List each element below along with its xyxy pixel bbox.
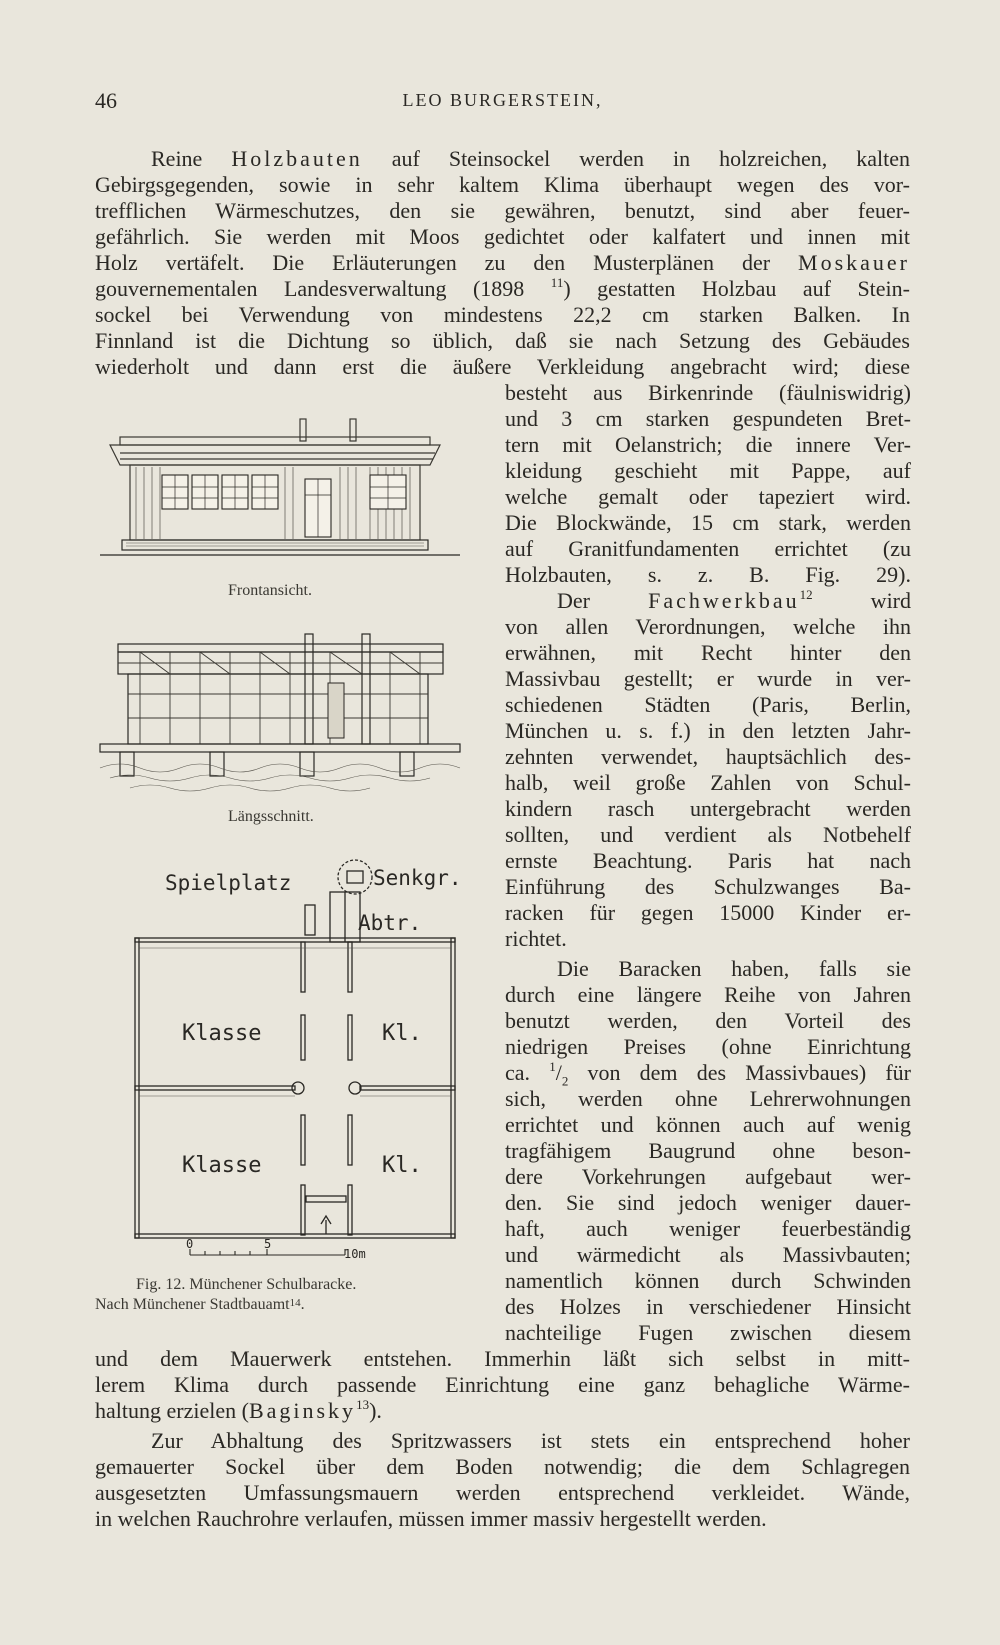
column-line: und wärmedicht als Massivbauten; [505, 1242, 911, 1267]
column-line: errichtet und können auch auf wenig [505, 1112, 911, 1137]
column-line: besteht aus Birkenrinde (fäulniswidrig) [505, 380, 911, 405]
column-line: niedrigen Preises (ohne Einrichtung [505, 1034, 911, 1059]
front-elevation-caption: Frontansicht. [228, 582, 312, 599]
text-line: ausgesetzten Umfassungsmauern werden entsprechend verkleidet. Wände, [95, 1480, 910, 1505]
column-line: Holzbauten, s. z. B. Fig. 29). [505, 562, 911, 587]
column-line: welche gemalt oder tapeziert wird. [505, 484, 911, 509]
text-line: Reine Holzbauten auf Steinsockel werden in holzreichen, kalten [151, 146, 910, 171]
column-line: des Holzes in verschiedener Hinsicht [505, 1294, 911, 1319]
text-line: Gebirgsgegenden, sowie in sehr kaltem Klima überhaupt wegen des vor- [95, 172, 910, 197]
column-line: sollten, und verdient als Notbehelf [505, 822, 911, 847]
column-line: benutzt werden, den Vorteil des [505, 1008, 911, 1033]
text-line: Finnland ist die Dichtung so üblich, daß sie nach Setzung des Gebäudes [95, 328, 910, 353]
plan-label-klasse: Klasse [182, 1153, 262, 1178]
column-line: den. Sie sind jedoch weniger dauer- [505, 1190, 911, 1215]
column-line: auf Granitfundamenten errichtet (zu [505, 536, 911, 561]
text-line: wiederholt und dann erst die äußere Verkleidung angebracht wird; diese [95, 354, 910, 379]
column-line: Die Baracken haben, falls sie [557, 956, 911, 981]
floor-plan-drawing [130, 850, 460, 1260]
plan-label-kl: Kl. [382, 1021, 422, 1046]
column-line: nachteilige Fugen zwischen diesem [505, 1320, 911, 1345]
text-line: gemauerter Sockel über dem Boden notwendig; die dem Schlagregen [95, 1454, 910, 1479]
scale-label-zero: 0 [186, 1237, 194, 1251]
text-line: gefährlich. Sie werden mit Moos gedichtet oder kalfatert und innen mit [95, 224, 910, 249]
figure-caption-line1: Fig. 12. Münchener Schulbaracke. [136, 1276, 357, 1293]
column-line: richtet. [505, 926, 567, 951]
column-line: München u. s. f.) in den letzten Jahr- [505, 718, 911, 743]
running-head [95, 88, 910, 118]
column-line: namentlich können durch Schwinden [505, 1268, 911, 1293]
text-line: in welchen Rauchrohre verlaufen, müssen immer massiv hergestellt werden. [95, 1506, 767, 1531]
column-line: erwähnen, mit Recht hinter den [505, 640, 911, 665]
column-line: ca. $^1/_2$ von dem des Massivbaues) für [505, 1059, 911, 1089]
column-line: von allen Verordnungen, welche ihn [505, 614, 911, 639]
column-line: ernste Beachtung. Paris hat nach [505, 848, 911, 873]
column-line: kleidung geschieht mit Pappe, auf [505, 458, 911, 483]
column-line: racken für gegen 15000 Kinder er- [505, 900, 911, 925]
text-line: Holz vertäfelt. Die Erläuterungen zu den Musterplänen der Moskauer [95, 250, 910, 275]
column-line: kindern rasch untergebracht werden [505, 796, 911, 821]
plan-label-senkgr: Senkgr. [373, 866, 462, 890]
text-line: und dem Mauerwerk entstehen. Immerhin läßt sich selbst in mitt- [95, 1346, 910, 1371]
longitudinal-section-caption: Längsschnitt. [228, 808, 314, 825]
text-line: lerem Klima durch passende Einrichtung eine ganz behagliche Wärme- [95, 1372, 910, 1397]
column-line: durch eine längere Reihe von Jahren [505, 982, 911, 1007]
running-title: LEO BURGERSTEIN, [402, 90, 603, 110]
text-line: haltung erzielen (Baginsky$^{13}$). [95, 1397, 382, 1423]
longitudinal-section-drawing [100, 628, 460, 798]
plan-label-klasse: Klasse [182, 1021, 262, 1046]
column-line: tern mit Oelanstrich; die innere Ver- [505, 432, 911, 457]
scale-label-ten: 10m [344, 1247, 366, 1261]
figure-caption-line2: Nach Münchener Stadtbauamt$^{14}$. [95, 1296, 305, 1313]
column-line: tragfähigem Baugrund ohne beson- [505, 1138, 911, 1163]
text-line: sockel bei Verwendung von mindestens 22,2 cm starken Balken. In [95, 302, 910, 327]
column-line: halb, weil große Zahlen von Schul- [505, 770, 911, 795]
text-line: Zur Abhaltung des Spritzwassers ist stets ein entsprechend hoher [151, 1428, 910, 1453]
column-line: Die Blockwände, 15 cm stark, werden [505, 510, 911, 535]
front-elevation-drawing [100, 415, 460, 565]
column-line: schiedenen Städten (Paris, Berlin, [505, 692, 911, 717]
text-line: gouvernementalen Landesverwaltung (1898 $^{11}$) gestatten Holzbau auf Stein- [95, 275, 910, 301]
plan-label-spielplatz: Spielplatz [165, 871, 292, 895]
column-line: dere Vorkehrungen aufgebaut wer- [505, 1164, 911, 1189]
column-line: Einführung des Schulzwanges Ba- [505, 874, 911, 899]
page-number: 46 [95, 88, 117, 113]
plan-label-abtr: Abtr. [358, 911, 422, 935]
column-line: haft, auch weniger feuerbeständig [505, 1216, 911, 1241]
column-line: zehnten verwendet, hauptsächlich des- [505, 744, 911, 769]
text-line: trefflichen Wärmeschutzes, den sie gewähren, benutzt, sind aber feuer- [95, 198, 910, 223]
column-line: und 3 cm starken gespundeten Bret- [505, 406, 911, 431]
column-line: Der Fachwerkbau$^{12}$ wird [557, 587, 912, 613]
column-line: Massivbau gestellt; er wurde in ver- [505, 666, 911, 691]
scale-label-five: 5 [264, 1237, 272, 1251]
plan-label-kl: Kl. [382, 1153, 422, 1178]
column-line: sich, werden ohne Lehrerwohnungen [505, 1086, 911, 1111]
